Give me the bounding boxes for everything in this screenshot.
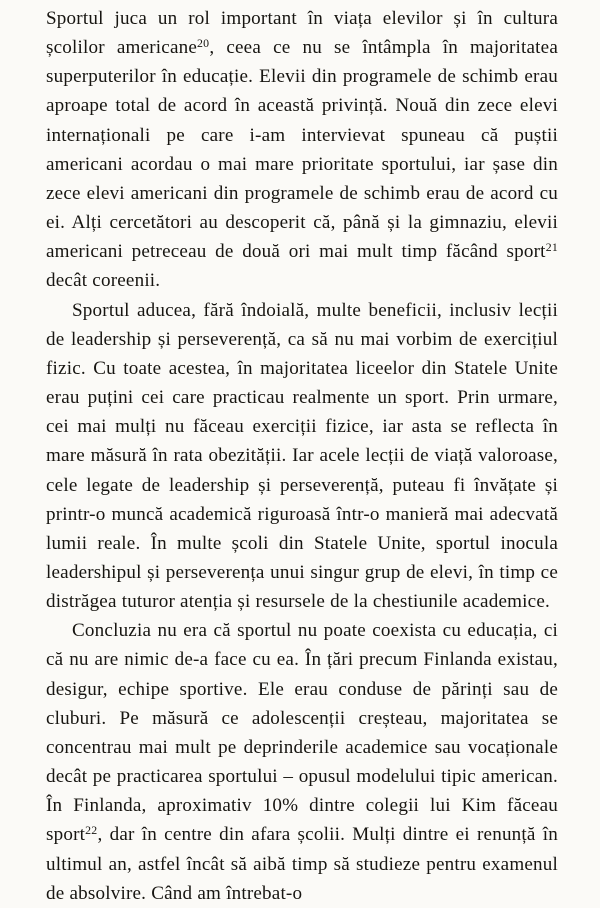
footnote-marker-22[interactable]: 22: [85, 823, 98, 838]
paragraph-2: [46, 296, 558, 617]
paragraph-1-text-before-note: Sportul juca un rol important în viața elevilor și în cultura școlilor americane: [46, 8, 558, 59]
paragraph-1: [46, 4, 558, 296]
paragraph-3-text-after-note: , dar în centre din afara școlii. Mulți dintre ei renunță în ultimul an, astfel încât să aibă timp să studieze pentru examenul de absolvire. Când am întrebat-o: [46, 824, 558, 904]
paragraph-3-text-before-note: Concluzia nu era că sportul nu poate coexista cu educația, ci că nu are nimic de-a face cu ea. În țări precum Finlanda existau, desigur, echipe sportive. Ele erau conduse de părinți sau de cluburi. Pe măsură ce adolescenții creșteau, majoritatea se concentrau mai mult pe deprinderile academice sau vocaționale decât pe practicarea sportului – opusul modelului tipic american. În Finlanda, aproximativ 10% dintre colegii lui Kim făceau sport: [46, 620, 558, 846]
paragraph-3: [46, 616, 558, 908]
footnote-marker-20[interactable]: 20: [197, 36, 210, 50]
paragraph-1-text-mid: , ceea ce nu se întâmpla în majoritatea superputerilor în educație. Elevii din programele de schimb erau aproape total de acord în această privință. Nouă din zece elevi internaționali pe care i-am intervievat spuneau că puștii americani acordau o mai mare prioritate sportului, iar șase din zece elevi americani din programele de schimb erau de acord cu ei. Alți cercetători au descoperit că, până și la gimnaziu, elevii americani petreceau de două ori mai mult timp făcând sport: [46, 37, 558, 263]
text-column: [46, 4, 558, 908]
paragraph-2-text: Sportul aducea, fără îndoială, multe beneficii, inclusiv lecții de leadership și perseverență, ca să nu mai vorbim de exercițiul fizic. Cu toate acestea, în majoritatea liceelor din Statele Unite erau puțini cei care practicau realmente un sport. Prin urmare, cei mai mulți nu făceau exerciții fizice, iar asta se reflecta în mare măsură în rata obezității. Iar acele lecții de viață valoroase, cele legate de leadership și perseverență, puteau fi învățate și printr-o muncă academică riguroasă într-o manieră mai adecvată lumii reale. În multe școli din Statele Unite, sportul inocula leadershipul și perseverența unui singur grup de elevi, în timp ce distrăgea tuturor atenția și resursele de la chestiunile academice.: [46, 299, 558, 613]
paragraph-1-text-after-note: decât coreenii.: [46, 270, 161, 292]
footnote-marker-21[interactable]: 21: [545, 240, 558, 255]
